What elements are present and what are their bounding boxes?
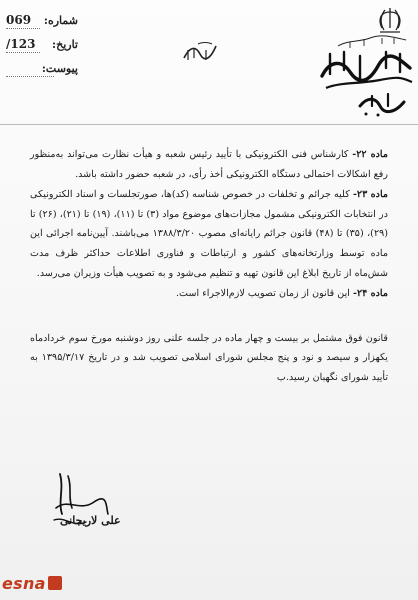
header-divider: [0, 124, 418, 125]
number-line: [6, 28, 40, 29]
date-row: [6, 34, 136, 58]
article-22-label: ماده ۲۲-: [352, 149, 388, 160]
signer-name: علی لاریجانی: [60, 514, 121, 527]
article-23-label: ماده ۲۳-: [352, 189, 389, 201]
watermark-logo-icon: [48, 576, 62, 590]
watermark-text: esna: [2, 574, 46, 593]
article-24-text: این قانون از زمان تصویب لازم‌الاجراء است.: [176, 288, 353, 300]
number-row: [6, 10, 136, 34]
paragraph-gap: [30, 305, 388, 329]
article-24: [30, 284, 388, 304]
article-22: [30, 145, 388, 184]
article-23-text: کلیه جرائم و تخلفات در خصوص شناسه (کد)ها، صورتجلسات و اسناد الکترونیکی در انتخابات الکترونیکی مشمول مجازات‌های موضوع مواد (۳) تا (۱۱)، (۱۹) تا (۲۱)، (۲۶) تا (۲۹)، (۳۵) تا (۴۸) قانون جرائم رایانه‌ای مصوب ۱۳۸۸/۳/۲۰ می‌باشند. آیین‌نامه اجرائی این ماده توسط وزارتخانه‌های کشور و ارتباطات و فناوری اطلاعات حداکثر ظرف مدت شش‌ماه از تاریخ ابلاغ این قانون تهیه و تنظیم می‌شود و به تصویب هیأت وزیران می‌رسد.: [30, 189, 388, 279]
number-label: شماره:: [43, 14, 78, 27]
letter-body: [30, 145, 388, 389]
bismillah-calligraphy-icon: [180, 40, 220, 64]
closing-paragraph: قانون فوق مشتمل بر بیست و چهار ماده در جلسه علنی روز دوشنبه مورخ سوم خردادماه یکهزار و سیصد و نود و پنج مجلس شورای اسلامی تصویب شد و در تاریخ ۱۳۹۵/۳/۱۷ به تأیید شورای نگهبان رسید.ب: [30, 332, 388, 383]
article-23: [30, 185, 388, 283]
news-agency-watermark: [0, 574, 56, 594]
article-22-text: کارشناس فنی الکترونیکی با تأیید رئیس شعبه و هیأت نظارت می‌تواند به‌منظور رفع اشکالات احتمالی دستگاه الکترونیکی أخذ رأی، در شعبه حضور داشته باشد.: [30, 149, 388, 180]
date-value: /123: [6, 37, 36, 51]
number-value: 069: [6, 13, 32, 27]
majlis-logo-icon: [320, 2, 414, 120]
article-24-label: ماده ۲۴-: [353, 288, 388, 300]
attachment-line: [6, 76, 54, 77]
attachment-row: [6, 58, 136, 82]
date-line: [6, 52, 40, 53]
date-label: تاریخ:: [52, 38, 78, 51]
letter-meta: [6, 10, 136, 82]
attachment-label: پیوست:: [41, 62, 78, 75]
